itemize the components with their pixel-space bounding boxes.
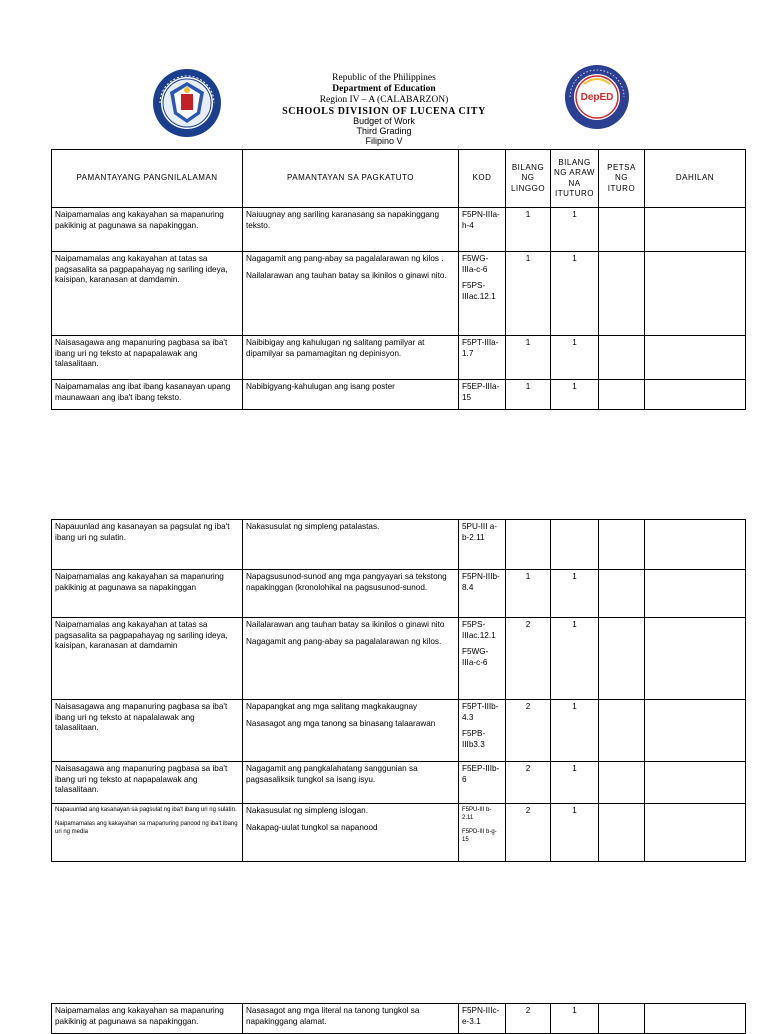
date-cell: [599, 336, 645, 380]
content-standard-cell: [52, 804, 243, 862]
remarks-cell: [645, 380, 746, 410]
weeks-cell: 1: [506, 570, 551, 618]
days-cell: 1: [551, 804, 599, 862]
table-row: [52, 380, 746, 410]
code-line: F5PS-IIIac.12.1: [462, 620, 496, 640]
skill-line: Napapangkat ang mga salitang magkakaugnay: [246, 702, 418, 711]
remarks-cell: [645, 618, 746, 700]
svg-text:DepED: DepED: [580, 92, 614, 103]
weeks-cell: [506, 520, 551, 570]
date-cell: [599, 208, 645, 252]
skill-cell: Nasasagot ang mga literal na tanong tungkol sa napakinggang alamat.: [243, 1004, 459, 1034]
content-line: Naipamamalas ang kakayahan sa mapanuring panood ng iba't ibang uri ng media: [55, 821, 238, 835]
table-row: [52, 208, 746, 252]
skill-cell: [243, 618, 459, 700]
weeks-cell: 2: [506, 700, 551, 762]
date-cell: [599, 570, 645, 618]
republic-line: Republic of the Philippines: [332, 73, 436, 83]
weeks-cell: 1: [506, 208, 551, 252]
code-cell: F5PN-IIIb-8.4: [459, 570, 506, 618]
content-line: Napauunlad ang kasanayan sa pagsulat ng iba't ibang uri ng sulatin.: [55, 807, 237, 813]
skill-cell: Naibibigay ang kahulugan ng salitang pamilyar at dipamilyar sa pamamagitan ng depinisyon.: [243, 336, 459, 380]
content-standard-cell: Naipamamalas ang ibat ibang kasanayan upang maunawaan ang iba't ibang teksto.: [52, 380, 243, 410]
remarks-cell: [645, 1004, 746, 1034]
skill-cell: Nakasusulat ng simpleng patalastas.: [243, 520, 459, 570]
code-line: F5PU-III b-2.11: [462, 807, 492, 821]
table-row: [52, 336, 746, 380]
col-header-days: BILANG NG ARAW NA ITUTURO: [551, 150, 599, 208]
grading-line: Third Grading: [356, 126, 412, 136]
content-standard-cell: Naipamamalas ang kakayahan at tatas sa pagsasalita sa pagpapahayag ng sariling ideya, kaisipan, karanasan at damdamin.: [52, 252, 243, 336]
days-cell: 1: [551, 336, 599, 380]
code-line: F5WG-IIIa-c-6: [462, 254, 489, 274]
code-cell: F5PN-IIIc-e-3.1: [459, 1004, 506, 1034]
table-row: [52, 700, 746, 762]
weeks-cell: 2: [506, 762, 551, 804]
region-line: Region IV – A (CALABARZON): [319, 95, 449, 105]
table-row: [52, 804, 746, 862]
col-header-content-standard: PAMANTAYANG PANGNILALAMAN: [52, 150, 243, 208]
table-row: [52, 1004, 746, 1034]
table-row: [52, 618, 746, 700]
content-standard-cell: Naipamamalas ang kakayahan sa mapanuring pakikinig at pagunawa sa napakinggan.: [52, 1004, 243, 1034]
skill-line: Nagagamit ang pang-abay sa pagalalarawan ng kilos .: [246, 254, 444, 263]
code-cell: [459, 252, 506, 336]
code-line: F5PT-IIIb-4.3: [462, 702, 499, 722]
code-cell: F5EP-IIIa-15: [459, 380, 506, 410]
code-line: F5PB-IIIb3.3: [462, 729, 486, 749]
skill-line: Nakasusulat ng simpleng islogan.: [246, 806, 368, 815]
date-cell: [599, 520, 645, 570]
weeks-cell: 2: [506, 618, 551, 700]
remarks-cell: [645, 208, 746, 252]
weeks-cell: 1: [506, 336, 551, 380]
code-cell: [459, 804, 506, 862]
col-header-performance-standard: PAMANTAYAN SA PAGKATUTO: [243, 150, 459, 208]
remarks-cell: [645, 252, 746, 336]
days-cell: 1: [551, 570, 599, 618]
content-standard-cell: Naisasagawa ang mapanuring pagbasa sa iba't ibang uri ng teksto at napapalawak ang talasalitaan.: [52, 336, 243, 380]
skill-cell: [243, 700, 459, 762]
date-cell: [599, 804, 645, 862]
date-cell: [599, 762, 645, 804]
department-line: Department of Education: [332, 84, 436, 94]
content-standard-cell: Naisasagawa ang mapanuring pagbasa sa iba't ibang uri ng teksto at napapalawak ang talasalitaan.: [52, 762, 243, 804]
document-title: Budget of Work: [353, 116, 415, 126]
code-cell: [459, 618, 506, 700]
subject-line: Filipino V: [365, 136, 403, 146]
days-cell: [551, 520, 599, 570]
table-row: [52, 762, 746, 804]
skill-line: Nagagamit ang pang-abay sa pagalalarawan ng kilos.: [246, 636, 442, 646]
content-standard-cell: Napauunlad ang kasanayan sa pagsulat ng iba't ibang uri ng sulatin.: [52, 520, 243, 570]
weeks-cell: 2: [506, 1004, 551, 1034]
days-cell: 1: [551, 762, 599, 804]
skill-line: Nailalarawan ang tauhan batay sa ikinilos o ginawi nito: [246, 620, 445, 629]
days-cell: 1: [551, 252, 599, 336]
col-header-code: KOD: [459, 150, 506, 208]
content-standard-cell: Naipamamalas ang kakayahan sa mapanuring pakikinig at pagunawa sa napakinggan: [52, 570, 243, 618]
skill-cell: Naiuugnay ang sariling karanasang sa napakinggang teksto.: [243, 208, 459, 252]
date-cell: [599, 700, 645, 762]
weeks-cell: 1: [506, 380, 551, 410]
skill-cell: Nabibigyang-kahulugan ang isang poster: [243, 380, 459, 410]
skill-cell: Nagagamit ang pangkalahatang sanggunian sa pagsasaliksik tungkol sa isang isyu.: [243, 762, 459, 804]
skill-line: Nakapag-uulat tungkol sa napanood: [246, 822, 378, 832]
code-cell: [459, 700, 506, 762]
budget-table-3: [51, 1003, 746, 1034]
days-cell: 1: [551, 700, 599, 762]
budget-table-1: [51, 149, 746, 410]
date-cell: [599, 1004, 645, 1034]
days-cell: 1: [551, 1004, 599, 1034]
budget-table-2: [51, 519, 746, 862]
remarks-cell: [645, 336, 746, 380]
remarks-cell: [645, 762, 746, 804]
code-cell: F5PT-IIIa-1.7: [459, 336, 506, 380]
weeks-cell: 2: [506, 804, 551, 862]
col-header-date: PETSA NG ITURO: [599, 150, 645, 208]
division-line: SCHOOLS DIVISION OF LUCENA CITY: [282, 106, 486, 117]
days-cell: 1: [551, 380, 599, 410]
code-cell: F5EP-IIIb-6: [459, 762, 506, 804]
date-cell: [599, 252, 645, 336]
code-cell: F5PN-IIIa-h-4: [459, 208, 506, 252]
table-row: [52, 520, 746, 570]
skill-line: Nasasagot ang mga tanong sa binasang talaarawan: [246, 718, 436, 728]
days-cell: 1: [551, 208, 599, 252]
remarks-cell: [645, 700, 746, 762]
table-row: [52, 252, 746, 336]
skill-cell: [243, 804, 459, 862]
weeks-cell: 1: [506, 252, 551, 336]
content-standard-cell: Naipamamalas ang kakayahan at tatas sa pagsasalita sa pagpapahayag ng sariling ideya, kaisipan, karanasan at damdamin: [52, 618, 243, 700]
remarks-cell: [645, 520, 746, 570]
content-standard-cell: Naisasagawa ang mapanuring pagbasa sa iba't ibang uri ng teksto at napalalawak ang talasalitaan.: [52, 700, 243, 762]
days-cell: 1: [551, 618, 599, 700]
code-line: F5PS-IIIac.12.1: [462, 281, 496, 301]
remarks-cell: [645, 804, 746, 862]
code-line: F5PD-III b-g-15: [462, 829, 497, 843]
date-cell: [599, 380, 645, 410]
table-header-row: [52, 150, 746, 208]
table-row: [52, 570, 746, 618]
col-header-weeks: BILANG NG LINGGO: [506, 150, 551, 208]
skill-cell: [243, 252, 459, 336]
col-header-remarks: DAHILAN: [645, 150, 746, 208]
remarks-cell: [645, 570, 746, 618]
date-cell: [599, 618, 645, 700]
content-standard-cell: Naipamamalas ang kakayahan sa mapanuring pakikinig at pagunawa sa napakinggan.: [52, 208, 243, 252]
skill-line: Nailalarawan ang tauhan batay sa ikinilos o ginawi nito.: [246, 270, 447, 280]
code-cell: 5PU-III a-b-2.11: [459, 520, 506, 570]
code-line: F5WG-IIIa-c-6: [462, 647, 489, 667]
skill-cell: Napagsusunod-sunod ang mga pangyayari sa tekstong napakinggan (kronolohikal na pagsusunod-sunod.: [243, 570, 459, 618]
